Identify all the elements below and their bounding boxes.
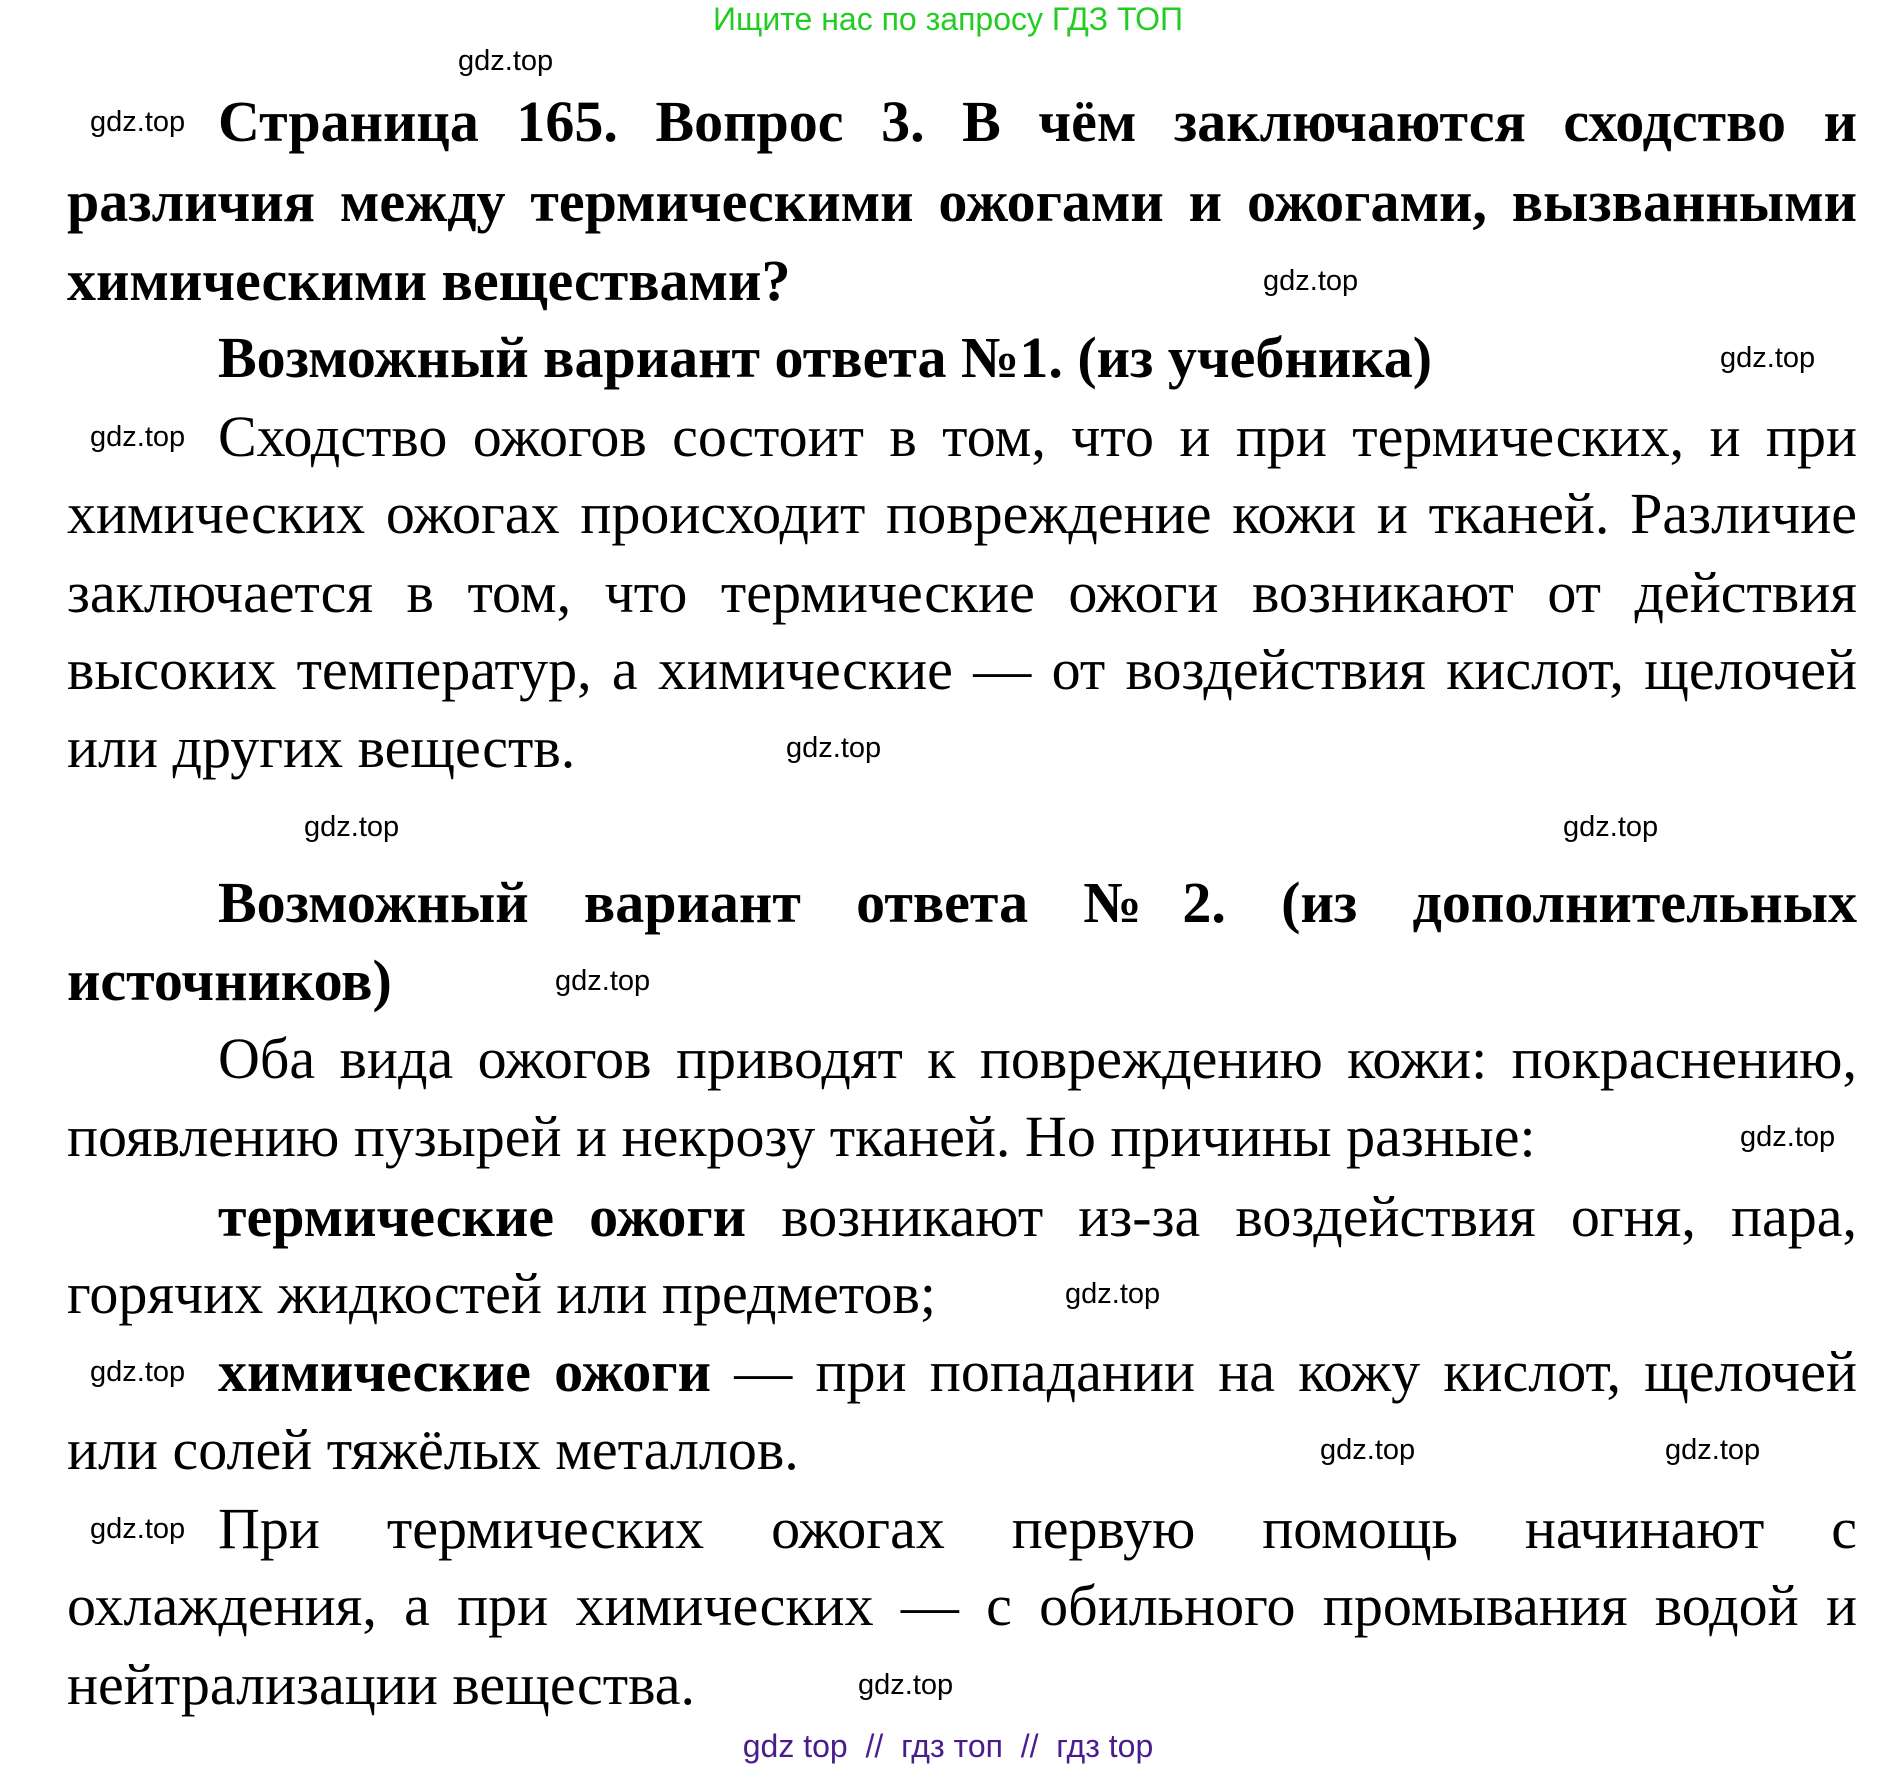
answer-line: заключается в том, что термические ожоги возникают от действия <box>67 560 1857 625</box>
answer-line: или солей тяжёлых металлов. <box>67 1417 799 1482</box>
watermark: gdz.top <box>1665 1434 1761 1466</box>
watermark: gdz.top <box>1263 265 1359 297</box>
watermark: gdz.top <box>786 732 882 764</box>
watermark: gdz.top <box>90 106 186 138</box>
answer-line: высоких температур, а химические — от воздействия кислот, щелочей <box>67 637 1857 702</box>
answer-line: При термических ожогах первую помощь начинают с <box>218 1496 1857 1561</box>
answer-line <box>218 1335 1857 1409</box>
watermark: gdz.top <box>90 421 186 453</box>
answer-line: охлаждения, а при химических — с обильного промывания водой и <box>67 1573 1857 1638</box>
question-line: различия между термическими ожогами и ожогами, вызванными <box>67 169 1857 234</box>
watermark: gdz.top <box>1563 811 1659 843</box>
question-line: Страница 165. Вопрос 3. В чём заключаются сходство и <box>218 89 1857 154</box>
answer-line: Сходство ожогов состоит в том, что и при термических, и при <box>218 404 1857 469</box>
footer-links: gdz top // гдз топ // гдз top <box>742 1728 1154 1764</box>
watermark: gdz.top <box>858 1669 954 1701</box>
watermark: gdz.top <box>1320 1434 1416 1466</box>
variant2-title: Возможный вариант ответа №2. (из дополнительных <box>218 870 1857 935</box>
watermark: gdz.top <box>1720 342 1816 374</box>
term-thermal: термические ожоги <box>218 1184 747 1249</box>
answer-line: химических ожогах происходит повреждение кожи и тканей. Различие <box>67 481 1857 546</box>
watermark: gdz.top <box>1740 1121 1836 1153</box>
variant2-title: источников) <box>67 948 392 1013</box>
search-hint-banner: Ищите нас по запросу ГДЗ ТОП <box>713 1 1183 37</box>
question-line: химическими веществами? <box>67 248 791 313</box>
answer-text: возникают из-за воздействия огня, пара, <box>746 1184 1857 1249</box>
term-chemical: химические ожоги <box>218 1339 711 1404</box>
watermark: gdz.top <box>90 1513 186 1545</box>
answer-line: горячих жидкостей или предметов; <box>67 1261 936 1326</box>
watermark: gdz.top <box>90 1356 186 1388</box>
answer-line <box>218 1180 1857 1254</box>
answer-line: Оба вида ожогов приводят к повреждению кожи: покраснению, <box>218 1026 1857 1091</box>
answer-line: нейтрализации вещества. <box>67 1652 695 1717</box>
watermark: gdz.top <box>304 811 400 843</box>
answer-text: — при попадании на кожу кислот, щелочей <box>711 1339 1858 1404</box>
answer-line: появлению пузырей и некрозу тканей. Но причины разные: <box>67 1104 1536 1169</box>
watermark: gdz.top <box>555 965 651 997</box>
watermark: gdz.top <box>1065 1278 1161 1310</box>
answer-line: или других веществ. <box>67 715 576 780</box>
watermark: gdz.top <box>458 45 554 77</box>
variant1-title: Возможный вариант ответа №1. (из учебника) <box>218 325 1433 390</box>
